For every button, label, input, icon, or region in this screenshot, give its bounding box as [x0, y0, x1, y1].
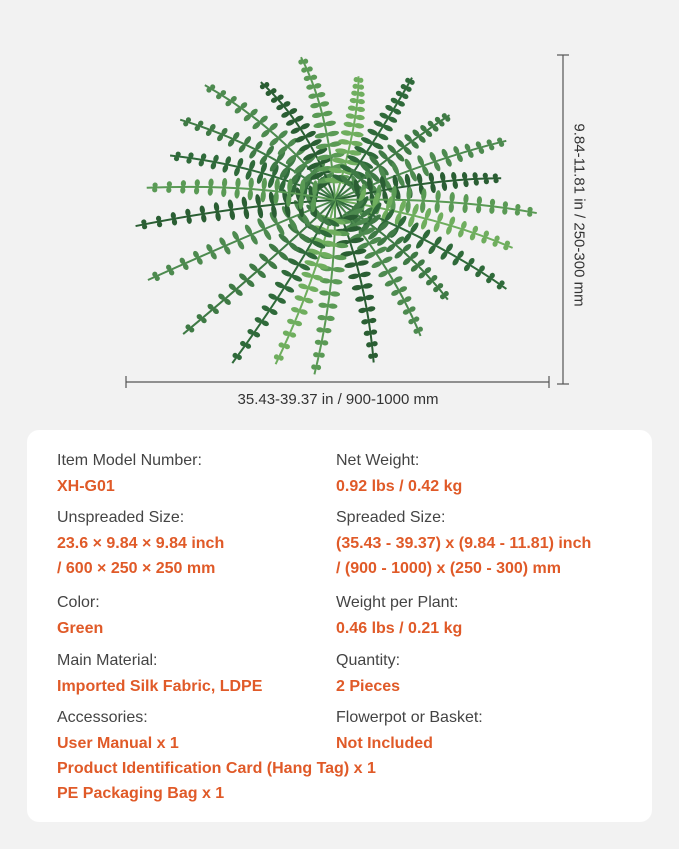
fern-leaflet	[420, 200, 426, 213]
fern-leaflet	[352, 131, 364, 138]
fern-leaflet	[463, 194, 469, 204]
spec-value: (35.43 - 39.37) x (9.84 - 11.81) inch	[336, 535, 592, 552]
width-dimension-label: 35.43-39.37 in / 900-1000 mm	[237, 391, 439, 408]
fern-leaflet	[260, 190, 266, 203]
fern-leaflet	[235, 177, 241, 188]
fern-leaflet	[434, 201, 440, 213]
fern-leaflet	[277, 250, 290, 262]
spec-value: 23.6 × 9.84 × 9.84 inch	[57, 535, 225, 552]
fern-leaflet	[319, 290, 330, 296]
fern-leaflet	[318, 302, 328, 308]
fern-leaflet	[227, 199, 234, 210]
spec-unspreaded-size	[57, 507, 224, 581]
specifications-card	[27, 430, 652, 822]
spec-color	[57, 592, 103, 641]
spec-value: / (900 - 1000) x (250 - 300) mm	[336, 560, 562, 577]
spec-net-weight	[336, 450, 462, 499]
fern-leaflet	[356, 259, 369, 266]
spec-model-number	[57, 450, 202, 499]
spec-quantity	[336, 650, 400, 699]
fern-leaflet	[449, 192, 455, 203]
spec-label: Unspreaded Size:	[57, 509, 185, 526]
spec-label: Spreaded Size:	[336, 509, 446, 526]
fern-leaflet	[247, 189, 253, 201]
fern-leaflet	[257, 206, 264, 219]
fern-leaflet	[430, 182, 437, 193]
spec-label: Weight per Plant:	[336, 594, 459, 611]
spec-label: Item Model Number:	[57, 452, 202, 469]
fern-leaflet	[243, 207, 250, 219]
fern-leaflet	[331, 279, 343, 285]
spec-weight-per-plant	[336, 592, 462, 641]
fern-leaflet	[404, 173, 411, 186]
accessory-item: PE Packaging Bag x 1	[57, 785, 225, 802]
spec-value: / 600 × 250 × 250 mm	[57, 560, 216, 577]
fern-leaflet	[350, 140, 363, 147]
spec-value: Imported Silk Fabric, LDPE	[57, 678, 263, 695]
spec-flowerpot	[336, 707, 483, 756]
fern-leaflet	[241, 196, 248, 208]
fern-leaflet	[416, 173, 423, 185]
fern-leaflet	[229, 209, 236, 220]
fern-leaflet	[267, 242, 280, 254]
fern-leaflet	[428, 172, 435, 183]
spec-value: 0.46 lbs / 0.21 kg	[336, 620, 463, 637]
spec-label: Flowerpot or Basket:	[336, 709, 483, 726]
spec-label: Main Material:	[57, 652, 158, 669]
spec-value: XH-G01	[57, 478, 115, 495]
spec-label: Color:	[57, 594, 100, 611]
fern-leaflet	[254, 194, 261, 207]
fern-leaflet	[344, 262, 357, 269]
fern-leaflet	[353, 248, 367, 255]
fern-leaflet	[208, 178, 214, 187]
spec-value: 0.92 lbs / 0.42 kg	[336, 478, 463, 495]
fern-leaflet	[329, 291, 340, 297]
fern-leaflet	[332, 267, 345, 273]
accessory-item: Product Identification Card (Hang Tag) x 1	[57, 760, 376, 777]
fern-leaflet	[222, 178, 228, 188]
fern-leaflet	[377, 149, 389, 161]
spec-spreaded-size	[336, 507, 591, 581]
spec-label: Net Weight:	[336, 452, 420, 469]
fern-leaflet	[314, 132, 327, 139]
fern-leaflet	[221, 187, 227, 197]
fern-plant	[136, 57, 537, 374]
fern-leaflet	[326, 130, 339, 137]
fern-leaflet	[248, 177, 254, 189]
spec-value: 2 Pieces	[336, 678, 401, 695]
fern-leaflet	[194, 187, 200, 195]
spec-label: Quantity:	[336, 652, 401, 669]
fern-leaflet	[332, 157, 347, 164]
height-dimension-label: 9.84-11.81 in / 250-300 mm	[570, 123, 588, 307]
fern-leaflet	[448, 202, 454, 213]
height-dimension-line	[557, 55, 569, 384]
spec-accessories	[57, 707, 376, 806]
fern-leaflet	[234, 188, 240, 199]
spec-label: Accessories:	[57, 709, 148, 726]
width-dimension-line	[126, 376, 549, 388]
spec-value: Green	[57, 620, 104, 637]
fern-leaflet	[341, 130, 353, 137]
spec-main-material	[57, 650, 262, 699]
spec-value: Not Included	[336, 735, 433, 752]
fern-leaflet	[323, 239, 338, 248]
fern-leaflet	[343, 121, 354, 128]
accessory-item: User Manual x 1	[57, 735, 179, 752]
fern-leaflet	[462, 203, 468, 213]
fern-leaflet	[435, 190, 441, 202]
fern-leaflet	[287, 241, 300, 253]
fern-leaflet	[207, 187, 213, 196]
fern-leaflet	[194, 179, 200, 187]
